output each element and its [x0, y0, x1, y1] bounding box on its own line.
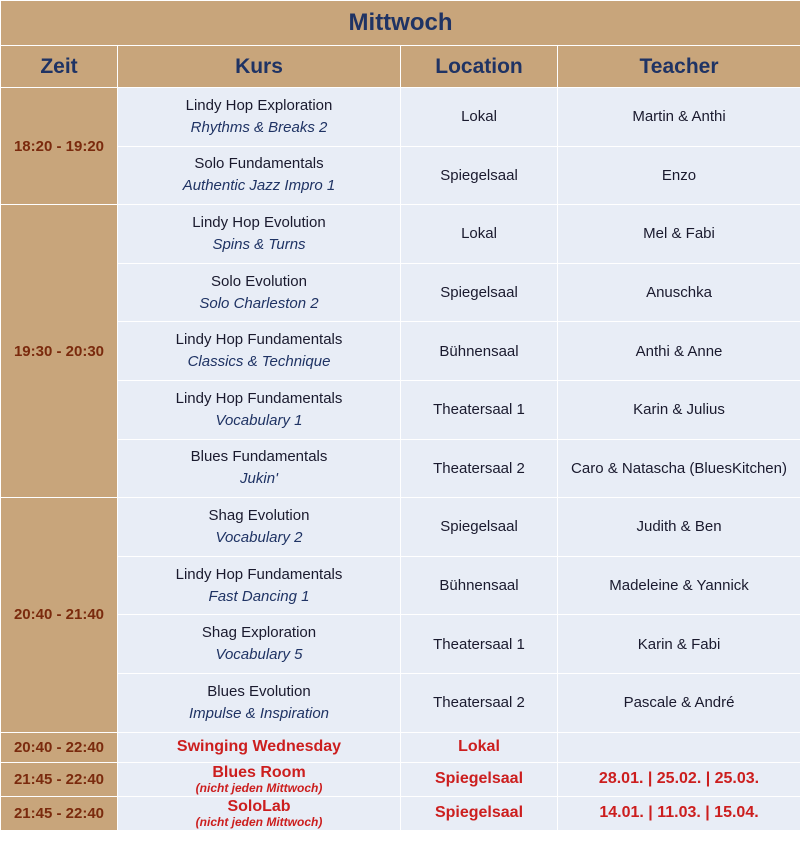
event-location: Spiegelsaal: [401, 762, 558, 796]
event-row: [1, 762, 800, 796]
table-row: [1, 615, 800, 674]
location-cell: Bühnensaal: [401, 322, 558, 381]
table-row: [1, 322, 800, 381]
location-cell: Lokal: [401, 205, 558, 264]
table-row: [1, 556, 800, 615]
course-subtitle: Solo Charleston 2: [199, 294, 319, 312]
course-name: Solo Evolution: [211, 272, 307, 290]
table-row: [1, 673, 800, 732]
teacher-cell: Enzo: [558, 146, 800, 205]
course-subtitle: Vocabulary 2: [215, 528, 303, 546]
course-subtitle: Fast Dancing 1: [208, 587, 310, 605]
course-name: Blues Fundamentals: [190, 448, 328, 466]
location-cell: Bühnensaal: [401, 556, 558, 615]
course-subtitle: Vocabulary 5: [215, 646, 303, 664]
event-note: (nicht jeden Mittwoch): [195, 814, 323, 829]
teacher-cell: Madeleine & Yannick: [558, 556, 800, 615]
time-slot: 19:30 - 20:30: [1, 205, 118, 498]
course-cell: [118, 263, 401, 322]
course-cell: [118, 146, 401, 205]
teacher-cell: Karin & Julius: [558, 380, 800, 439]
course-subtitle: Vocabulary 1: [215, 411, 303, 429]
teacher-cell: Karin & Fabi: [558, 615, 800, 674]
course-cell: [118, 673, 401, 732]
table-row: [1, 205, 800, 264]
table-row: [1, 439, 800, 498]
location-cell: Theatersaal 2: [401, 673, 558, 732]
event-dates: 14.01. | 11.03. | 15.04.: [558, 796, 800, 830]
teacher-cell: Caro & Natascha (BluesKitchen): [558, 439, 800, 498]
course-name: Solo Fundamentals: [194, 155, 324, 173]
day-title: Mittwoch: [1, 1, 800, 46]
time-slot: 18:20 - 19:20: [1, 88, 118, 205]
course-name: Lindy Hop Fundamentals: [175, 389, 343, 407]
course-subtitle: Spins & Turns: [212, 235, 306, 253]
event-row: [1, 796, 800, 830]
course-cell: [118, 615, 401, 674]
location-cell: Spiegelsaal: [401, 498, 558, 557]
event-location: Spiegelsaal: [401, 796, 558, 830]
location-cell: Theatersaal 2: [401, 439, 558, 498]
event-name: SoloLab: [227, 797, 291, 815]
event-dates: [558, 732, 800, 762]
header-teacher: Teacher: [558, 46, 800, 88]
table-row: [1, 88, 800, 147]
course-name: Lindy Hop Fundamentals: [175, 565, 343, 583]
teacher-cell: Judith & Ben: [558, 498, 800, 557]
location-cell: Theatersaal 1: [401, 380, 558, 439]
location-cell: Spiegelsaal: [401, 263, 558, 322]
course-subtitle: Rhythms & Breaks 2: [190, 118, 328, 136]
course-cell: [118, 380, 401, 439]
location-cell: Spiegelsaal: [401, 146, 558, 205]
event-name-cell: [118, 762, 401, 796]
table-row: [1, 498, 800, 557]
header-location: Location: [401, 46, 558, 88]
event-dates: 28.01. | 25.02. | 25.03.: [558, 762, 800, 796]
course-cell: [118, 439, 401, 498]
teacher-cell: Martin & Anthi: [558, 88, 800, 147]
course-subtitle: Jukin': [240, 470, 278, 488]
course-subtitle: Impulse & Inspiration: [188, 704, 330, 722]
course-name: Shag Exploration: [201, 624, 317, 642]
event-time: 21:45 - 22:40: [1, 796, 118, 830]
location-cell: Lokal: [401, 88, 558, 147]
event-note: (nicht jeden Mittwoch): [195, 780, 323, 795]
event-name-cell: [118, 796, 401, 830]
event-name: Swinging Wednesday: [176, 738, 342, 756]
event-row: [1, 732, 800, 762]
location-cell: Theatersaal 1: [401, 615, 558, 674]
table-row: [1, 380, 800, 439]
event-name-cell: [118, 732, 401, 762]
course-name: Blues Evolution: [207, 682, 311, 700]
teacher-cell: Pascale & André: [558, 673, 800, 732]
course-cell: [118, 498, 401, 557]
course-name: Lindy Hop Evolution: [192, 213, 326, 231]
course-cell: [118, 205, 401, 264]
course-name: Lindy Hop Fundamentals: [175, 331, 343, 349]
course-name: Shag Evolution: [208, 506, 310, 524]
course-cell: [118, 322, 401, 381]
time-slot: 20:40 - 21:40: [1, 498, 118, 732]
course-cell: [118, 88, 401, 147]
course-subtitle: Authentic Jazz Impro 1: [182, 177, 336, 195]
event-name: Blues Room: [212, 763, 306, 781]
event-location: Lokal: [401, 732, 558, 762]
teacher-cell: Mel & Fabi: [558, 205, 800, 264]
course-cell: [118, 556, 401, 615]
event-time: 20:40 - 22:40: [1, 732, 118, 762]
header-kurs: Kurs: [118, 46, 401, 88]
course-subtitle: Classics & Technique: [187, 353, 331, 371]
course-name: Lindy Hop Exploration: [185, 96, 333, 114]
teacher-cell: Anuschka: [558, 263, 800, 322]
teacher-cell: Anthi & Anne: [558, 322, 800, 381]
table-row: [1, 263, 800, 322]
header-zeit: Zeit: [1, 46, 118, 88]
table-row: [1, 146, 800, 205]
event-time: 21:45 - 22:40: [1, 762, 118, 796]
